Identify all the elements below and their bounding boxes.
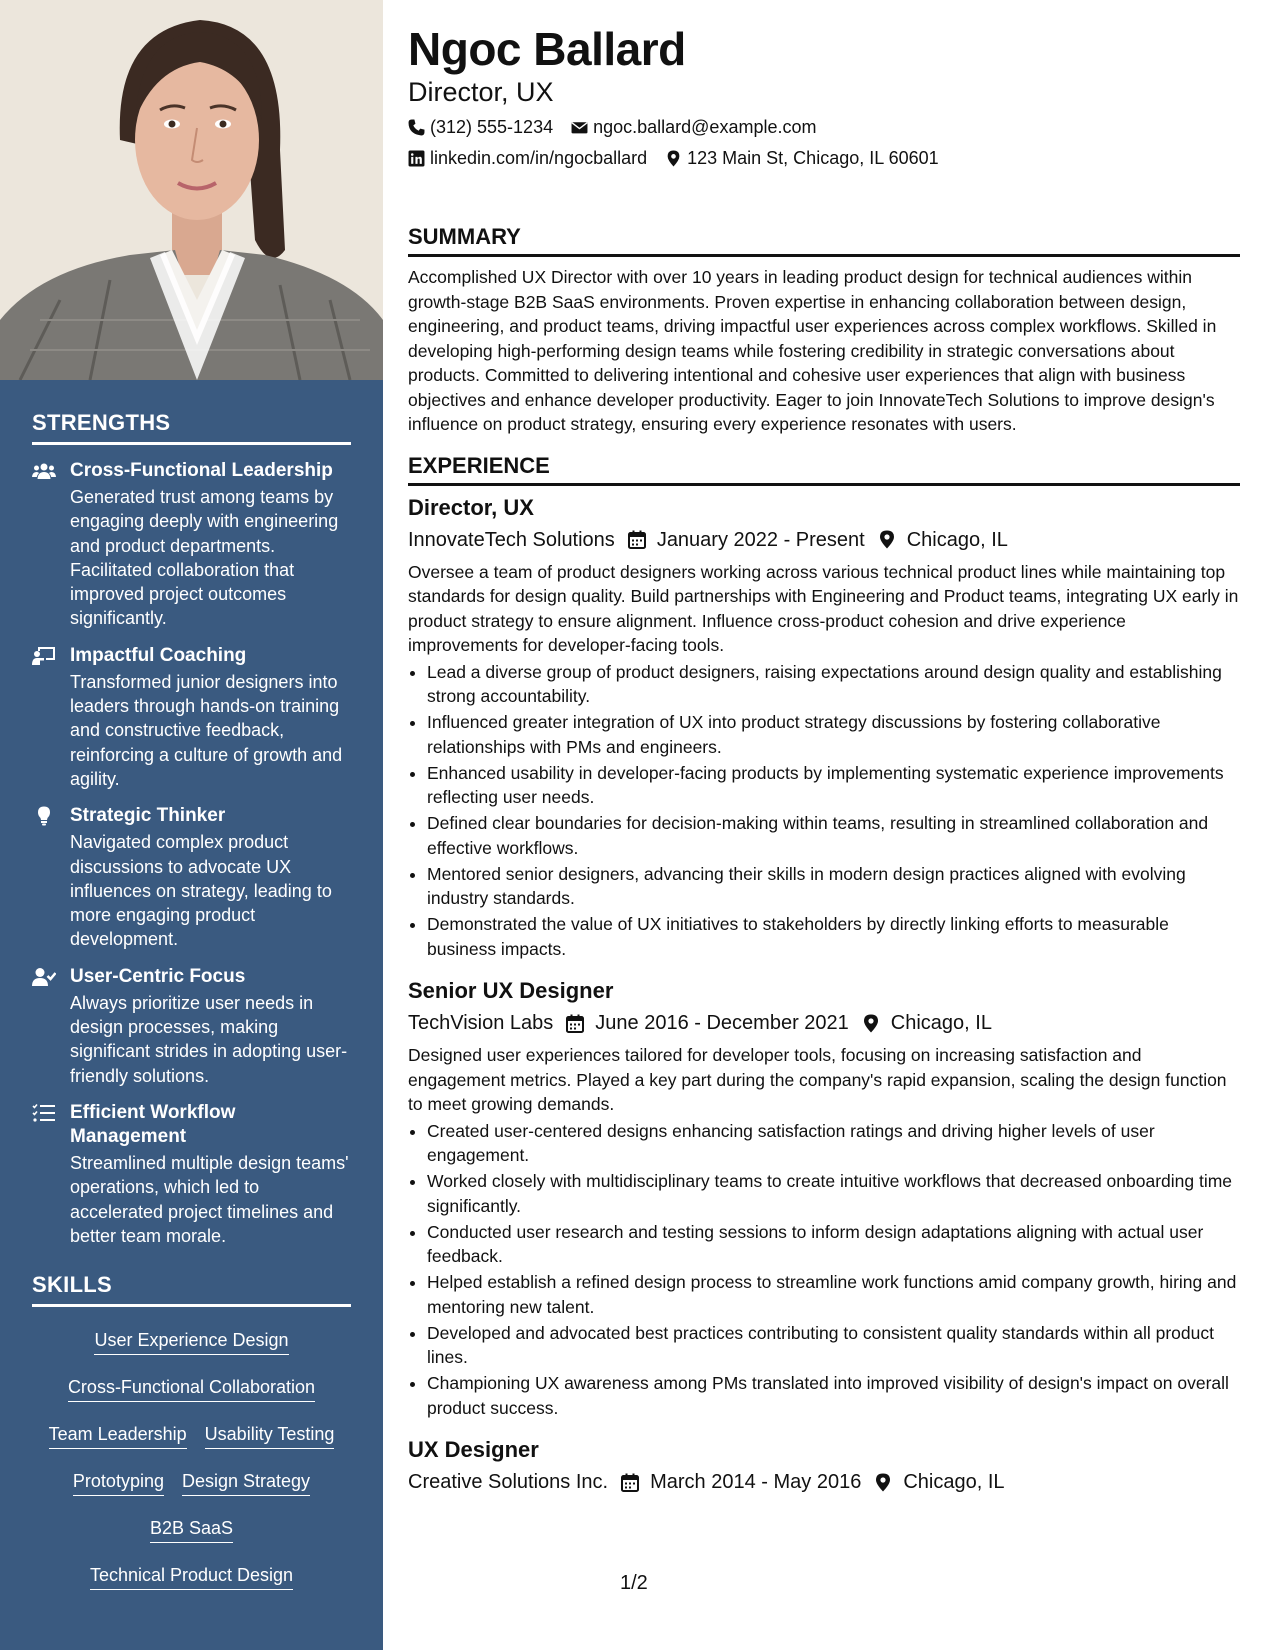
strength-item bbox=[32, 804, 351, 951]
company-name: InnovateTech Solutions bbox=[408, 528, 615, 551]
role-location: Chicago, IL bbox=[890, 1012, 992, 1034]
email-text: ngoc.ballard@example.com bbox=[593, 117, 817, 137]
strength-description: Transformed junior designers into leaders through hands-on training and constructive feedback, reinforcing a culture of growth and agility. bbox=[70, 671, 343, 789]
list-item: • Conducted user research and testing sessions to inform design adaptations aligning with actual user feedback. bbox=[427, 1220, 1240, 1269]
role-location: Chicago, IL bbox=[903, 1471, 1005, 1493]
skill-tag: Usability Testing bbox=[205, 1422, 335, 1449]
skills-list bbox=[32, 1321, 351, 1605]
strength-title: Impactful Coaching bbox=[70, 644, 247, 666]
skill-tag: B2B SaaS bbox=[150, 1516, 233, 1543]
phone-contact[interactable] bbox=[408, 115, 553, 139]
strength-item bbox=[32, 644, 351, 791]
summary-heading: SUMMARY bbox=[408, 224, 1240, 257]
strength-item bbox=[32, 459, 351, 631]
sidebar bbox=[0, 0, 383, 1650]
experience-entry bbox=[408, 977, 1240, 1420]
strength-description: Always prioritize user needs in design processes, making significant strides in adopting user-friendly solutions. bbox=[70, 992, 348, 1086]
role-dates: June 2016 - December 2021 bbox=[595, 1012, 849, 1034]
linkedin-icon bbox=[408, 150, 425, 167]
calendar-icon bbox=[628, 530, 646, 549]
list-item: • Mentored senior designers, advancing their skills in modern design practices aligned with evolving industry standards. bbox=[427, 862, 1240, 911]
map-marker-icon bbox=[665, 150, 682, 167]
list-item: • Demonstrated the value of UX initiatives to stakeholders by directly linking efforts to measurable business impacts. bbox=[427, 912, 1240, 961]
strength-description: Generated trust among teams by engaging deeply with engineering and product departments. Facilitated collaboration that improved project outcomes significantly. bbox=[70, 487, 339, 629]
strength-description: Streamlined multiple design teams' operations, which led to accelerated project timelines and better team morale. bbox=[70, 1152, 349, 1246]
skill-tag: User Experience Design bbox=[94, 1328, 288, 1355]
users-icon bbox=[32, 459, 70, 631]
phone-text: (312) 555-1234 bbox=[430, 117, 554, 137]
skill-tag: Prototyping bbox=[73, 1469, 164, 1496]
address-text: 123 Main St, Chicago, IL 60601 bbox=[687, 148, 939, 168]
envelope-icon bbox=[571, 119, 588, 136]
role-bullets bbox=[408, 1119, 1240, 1421]
role-description: Oversee a team of product designers working across various technical product lines while maintaining top standards for design quality. Build partnerships with Engineering and Product teams, integrating UX early in product strategy to ensure alignment. Influence cross-product cohesion and drive experience improvements for developer-facing tools. bbox=[408, 561, 1239, 655]
experience-entry bbox=[408, 1436, 1240, 1496]
role-dates: January 2022 - Present bbox=[656, 528, 865, 551]
role-title: UX Designer bbox=[408, 1437, 539, 1462]
list-item: • Defined clear boundaries for decision-making within teams, resulting in streamlined collaboration and effective workflows. bbox=[427, 811, 1240, 860]
strength-description: Navigated complex product discussions to advocate UX influences on strategy, leading to more engaging product development. bbox=[70, 832, 332, 950]
page-number: 1/2 bbox=[620, 1572, 648, 1594]
role-meta bbox=[408, 1009, 1240, 1037]
experience-entry bbox=[408, 494, 1240, 962]
summary-text: Accomplished UX Director with over 10 years in leading product design for technical audiences within growth-stage B2B SaaS environments. Proven expertise in enhancing collaboration between design, engineering, and product teams, driving impactful user experiences across complex workflows. Skilled in developing high-performing design teams while fostering credibility in strategic conversations about products. Committed to delivering intentional and cohesive user experiences that align with business objectives and enhance developer productivity. Eager to join InnovateTech Solutions to improve design's influence on product strategy, ensuring every experience resonates with users. bbox=[408, 267, 1217, 434]
calendar-icon bbox=[566, 1014, 584, 1033]
experience-section bbox=[408, 453, 1240, 1497]
linkedin-contact[interactable] bbox=[408, 146, 647, 170]
map-marker-icon bbox=[862, 1014, 880, 1033]
main-content bbox=[408, 22, 1240, 1512]
strength-item bbox=[32, 1101, 351, 1248]
list-item: • Worked closely with multidisciplinary teams to create intuitive workflows that decreased onboarding time significantly. bbox=[427, 1169, 1240, 1218]
strength-title: Efficient Workflow Management bbox=[70, 1101, 236, 1147]
map-marker-icon bbox=[874, 1473, 892, 1492]
profile-photo bbox=[0, 0, 383, 380]
calendar-icon bbox=[621, 1473, 639, 1492]
candidate-name: Ngoc Ballard bbox=[408, 23, 686, 75]
role-title: Senior UX Designer bbox=[408, 978, 614, 1003]
linkedin-text: linkedin.com/in/ngocballard bbox=[430, 148, 648, 168]
skill-tag: Design Strategy bbox=[182, 1469, 310, 1496]
strengths-heading: STRENGTHS bbox=[32, 410, 351, 445]
email-contact[interactable] bbox=[571, 115, 816, 139]
company-name: Creative Solutions Inc. bbox=[408, 1471, 609, 1493]
phone-icon bbox=[408, 119, 425, 136]
list-check-icon bbox=[32, 1101, 70, 1248]
address-contact bbox=[665, 146, 939, 170]
strength-item bbox=[32, 965, 351, 1088]
strength-title: Strategic Thinker bbox=[70, 805, 226, 827]
list-item: • Lead a diverse group of product designers, raising expectations around design quality and establishing strong accountability. bbox=[427, 660, 1240, 709]
list-item: • Created user-centered designs enhancing satisfaction ratings and driving higher levels of user engagement. bbox=[427, 1119, 1240, 1168]
summary-section bbox=[408, 224, 1240, 437]
skills-heading: SKILLS bbox=[32, 1272, 351, 1307]
role-dates: March 2014 - May 2016 bbox=[650, 1471, 862, 1493]
list-item: • Influenced greater integration of UX into product strategy discussions by fostering collaborative relationships with PMs and engineers. bbox=[427, 710, 1240, 759]
list-item: • Developed and advocated best practices contributing to consistent quality standards within all product lines. bbox=[427, 1321, 1240, 1370]
skill-tag: Team Leadership bbox=[49, 1422, 187, 1449]
contact-row bbox=[408, 115, 1240, 139]
skill-tag: Technical Product Design bbox=[90, 1563, 293, 1590]
chalkboard-teacher-icon bbox=[32, 644, 70, 791]
candidate-title: Director, UX bbox=[408, 77, 554, 107]
role-location: Chicago, IL bbox=[906, 528, 1008, 551]
user-check-icon bbox=[32, 965, 70, 1088]
lightbulb-icon bbox=[32, 804, 70, 951]
company-name: TechVision Labs bbox=[408, 1012, 554, 1034]
experience-heading: EXPERIENCE bbox=[408, 453, 1240, 486]
list-item: • Enhanced usability in developer-facing products by implementing systematic experience improvements reflecting user needs. bbox=[427, 761, 1240, 810]
map-marker-icon bbox=[878, 530, 896, 549]
strength-title: Cross-Functional Leadership bbox=[70, 460, 333, 481]
role-bullets bbox=[408, 660, 1240, 962]
skill-tag: Cross-Functional Collaboration bbox=[68, 1375, 315, 1402]
contact-row bbox=[408, 146, 1240, 170]
role-meta bbox=[408, 526, 1240, 554]
list-item: • Championing UX awareness among PMs translated into improved visibility of design's impact on overall product success. bbox=[427, 1371, 1240, 1420]
list-item: • Helped establish a refined design process to streamline work functions amid company growth, hiring and mentoring new talent. bbox=[427, 1270, 1240, 1319]
strength-title: User-Centric Focus bbox=[70, 965, 246, 987]
role-description: Designed user experiences tailored for developer tools, focusing on increasing satisfaction and engagement metrics. Played a key part during the company's rapid expansion, scaling the design function to meet growing demands. bbox=[408, 1045, 1227, 1114]
role-meta bbox=[408, 1468, 1240, 1496]
role-title: Director, UX bbox=[408, 494, 534, 520]
